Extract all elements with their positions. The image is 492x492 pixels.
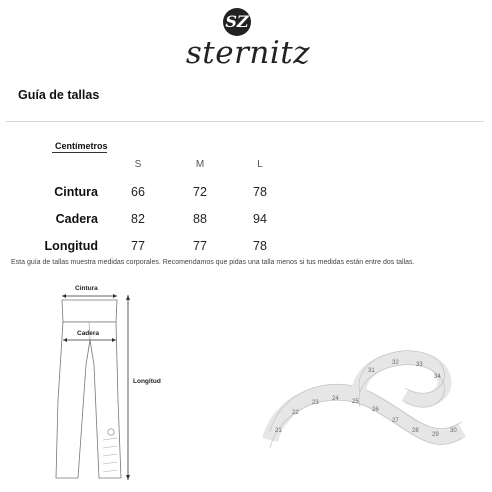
tape-number: 25 <box>352 399 359 405</box>
cell-waist-s: 66 <box>131 185 145 199</box>
waist-label: Cintura <box>75 285 98 292</box>
tape-number: 26 <box>372 407 379 413</box>
tape-number: 33 <box>416 362 423 368</box>
tape-number: 32 <box>392 360 399 366</box>
tape-number: 23 <box>312 400 319 406</box>
size-header-l: L <box>257 159 263 170</box>
tape-number: 30 <box>450 428 457 434</box>
cell-length-s: 77 <box>131 239 145 253</box>
row-label-waist: Cintura <box>54 185 98 199</box>
cell-length-l: 78 <box>253 239 267 253</box>
row-label-length: Longitud <box>44 239 98 253</box>
tape-number: 31 <box>368 368 375 374</box>
tape-number: 22 <box>292 410 299 416</box>
cell-waist-m: 72 <box>193 185 207 199</box>
row-label-hip: Cadera <box>55 212 98 226</box>
size-guide-note: Esta guía de tallas muestra medidas corporales. Recomendamos que pidas una talla menos si tus medidas están entre dos tallas. <box>11 259 415 266</box>
size-header-s: S <box>134 159 142 170</box>
cell-hip-s: 82 <box>131 212 145 226</box>
cell-length-m: 77 <box>193 239 207 253</box>
tape-number: 21 <box>275 428 282 434</box>
cell-waist-l: 78 <box>253 185 267 199</box>
tape-number: 28 <box>412 428 419 434</box>
size-header-m: M <box>195 159 205 170</box>
cell-hip-m: 88 <box>193 212 207 226</box>
tape-number: 29 <box>432 432 439 438</box>
brand-name: sternitz <box>185 35 311 71</box>
tape-number: 34 <box>434 374 441 380</box>
brand-mark-icon: SZ <box>223 8 251 36</box>
hip-label: Cadera <box>77 330 100 337</box>
cell-hip-l: 94 <box>253 212 267 226</box>
page-title: Guía de tallas <box>18 88 100 102</box>
length-label: Longitud <box>133 378 161 385</box>
tape-number: 27 <box>392 418 399 424</box>
measuring-tape <box>270 351 462 448</box>
leggings-waistband <box>62 300 117 322</box>
tape-number: 24 <box>332 396 339 402</box>
units-label: Centímetros <box>55 141 108 151</box>
